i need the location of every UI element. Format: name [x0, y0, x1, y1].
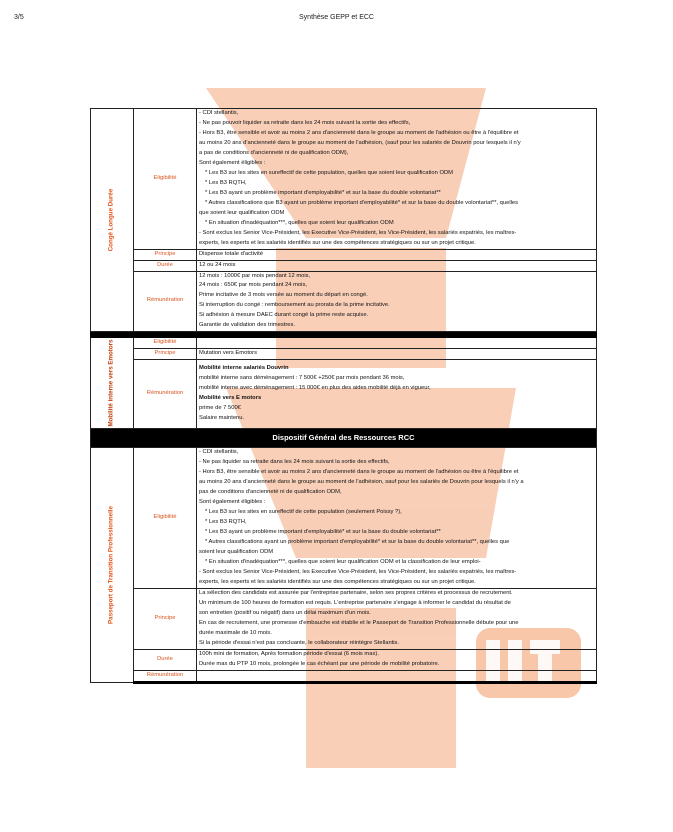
- s3-duration-content: [197, 649, 597, 670]
- text-line: - Hors B3, être sensible et avoir au moins 2 ans d'ancienneté dans le groupe au moment de l'adhésion ou être à l'équilibre et: [199, 469, 519, 476]
- s1-remuneration-row: [91, 271, 597, 332]
- s1-principle-label: Principe: [134, 249, 197, 260]
- text-line: En cas de recrutement, une promesse d'embauche est établie et le Passeport de Transition Professionnelle débute pour une: [199, 619, 519, 626]
- text-line: Sont également éligibles :: [199, 499, 266, 506]
- s1-principle-row: [91, 249, 597, 260]
- text-line: soient leur qualification ODM: [199, 548, 274, 555]
- text-line: mobilité interne avec déménagement : 15 000€ en plus des aides mobilité déjà en vigueur,: [199, 385, 431, 392]
- s2-principle-label: Principe: [134, 349, 197, 360]
- s3-principle-label: Principe: [134, 588, 197, 649]
- s1-eligibility-row: [91, 109, 597, 250]
- s2-principle-row: [91, 349, 597, 360]
- text-line: son entretien (positif ou négatif) dans un délai maximum d'un mois.: [199, 609, 371, 616]
- text-line: Salaire maintenu.: [199, 415, 245, 422]
- s2-eligibility-label: Eligibilité: [134, 338, 197, 349]
- text-line: pas de conditions d'ancienneté ni de qualification ODM,: [199, 489, 342, 496]
- s1-eligibility-content: [197, 109, 597, 250]
- text-line: - CDI stellantis,: [199, 449, 239, 456]
- text-line: * Autres classifications que B3 ayant un problème important d'employabilité* et sur la base du double volontariat**, quelles: [205, 199, 519, 206]
- text-line: Garantie de validation des trimestres.: [199, 322, 296, 329]
- text-line: Prime incitative de 3 mois versée au moment du départ en congé.: [199, 292, 368, 299]
- s3-eligibility-row: [91, 448, 597, 589]
- text-line: * Les B3 RQTH,: [205, 519, 247, 526]
- s2-remuneration-label: Rémunération: [134, 360, 197, 429]
- summary-table: [90, 108, 597, 684]
- text-line: - Hors B3, être sensible et avoir au moins 2 ans d'ancienneté dans le groupe au moment de l'adhésion ou être à l'équilibre et: [199, 129, 519, 136]
- s1-remuneration-content: [197, 271, 597, 332]
- text-line: * Autres classifications ayant un problème important d'employabilité* et sur la base du double volontariat**, quelles que: [205, 538, 510, 545]
- text-line: Mobilité vers E motors: [199, 395, 262, 402]
- text-line: * Les B3 sur les sites en sureffectif de cette population, quelles que soient leur qualification ODM: [205, 169, 454, 176]
- s1-side-cell: [91, 109, 134, 332]
- document-title: Synthèse GEPP et ECC: [299, 14, 374, 21]
- text-line: - Sont exclus les Senior Vice-Président, les Executive Vice-Président, les Vice-Président, les salariés expatriés, les maîtres-: [199, 229, 517, 236]
- text-line: prime de 7 500€: [199, 405, 241, 412]
- s3-principle-row: [91, 588, 597, 649]
- text-line: Si adhésion à mesure DAEC durant congé la prime reste acquise.: [199, 312, 369, 319]
- text-line: - Ne pas liquider sa retraite dans les 24 mois suivant la sortie des effectifs,: [199, 459, 390, 466]
- s3-duration-label: Durée: [134, 649, 197, 670]
- text-line: que soient leur qualification ODM: [199, 209, 285, 216]
- s2-remuneration-row: [91, 360, 597, 429]
- text-line: au moins 20 ans d'ancienneté dans le groupe au moment de l'adhésion, sauf pour les salariés de Douvrin pour lesquels il n'y a: [199, 479, 524, 486]
- s3-remuneration-label: Rémunération: [134, 670, 197, 682]
- s3-principle-content: [197, 588, 597, 649]
- page-number: 3/5: [14, 14, 24, 21]
- text-line: - Ne pas pouvoir liquider sa retraite dans les 24 mois suivant la sortie des effectifs,: [199, 119, 411, 126]
- text-line: Mobilité interne salariés Douvrin: [199, 365, 289, 372]
- text-line: * Les B3 sur les sites en sureffectif de cette population (seulement Poissy ?),: [205, 509, 402, 516]
- s1-duration-content: 12 ou 24 mois: [197, 260, 597, 271]
- text-line: 24 mois : 650€ par mois pendant 24 mois,: [199, 282, 307, 289]
- text-line: * Les B3 RQTH,: [205, 179, 247, 186]
- text-line: * Les B3 ayant un problème important d'employabilité* et sur la base du double volontariat**: [205, 529, 441, 535]
- text-line: 100h mini de formation, Après formation période d'essai (6 mois max).: [199, 650, 379, 657]
- s2-eligibility-row: [91, 338, 597, 349]
- text-line: experts, les experts et les salariés identifiés sur une des compétences stratégiques ou sur un projet critique.: [199, 239, 476, 246]
- text-line: durée maximale de 10 mois.: [199, 629, 272, 636]
- s1-duration-label: Durée: [134, 260, 197, 271]
- section-band: [91, 429, 597, 448]
- s2-principle-content: Mutation vers Emotors: [197, 349, 597, 360]
- s3-eligibility-label: Eligibilité: [134, 448, 197, 589]
- text-line: 12 mois : 1000€ par mois pendant 12 mois,: [199, 272, 311, 279]
- s1-title: Congé Longue Durée: [107, 188, 115, 252]
- text-line: Un minimum de 100 heures de formation est requis. L'entreprise partenaire s'engage à informer le candidat du résultat de: [199, 599, 511, 606]
- text-line: La sélection des candidats est assurée par l'entreprise partenaire, selon ses propres critères et processus de recrutement.: [199, 589, 513, 596]
- text-line: experts, les experts et les salariés identifiés sur une des compétences stratégiques ou sur un projet critique.: [199, 578, 476, 585]
- text-line: Si interruption du congé : remboursement au prorata de la prime incitative.: [199, 302, 390, 309]
- text-line: - CDI stellantis,: [199, 110, 239, 116]
- text-line: Si la période d'essai n'est pas concluante, le collaborateur réintègre Stellantis.: [199, 639, 400, 646]
- text-line: a pas de conditions d'ancienneté ni de qualification ODM),: [199, 149, 349, 156]
- s3-remuneration-content: [197, 670, 597, 682]
- band-title: Dispositif Général des Ressources RCC: [91, 429, 597, 448]
- text-line: * En situation d'inadéquation***, quelles que soient leur qualification ODM et la classification de leur emploi-: [205, 558, 481, 565]
- text-line: * En situation d'inadéquation***, quelles que soient leur qualification ODM: [205, 219, 394, 226]
- s3-remuneration-row: [91, 670, 597, 682]
- s3-side-cell: [91, 448, 134, 682]
- text-line: * Les B3 ayant un problème important d'employabilité* et sur la base du double volontariat**: [205, 189, 441, 196]
- text-line: mobilité interne sans déménagement : 7 500€ +250€ par mois pendant 36 mois,: [199, 375, 405, 382]
- s2-remuneration-content: [197, 360, 597, 429]
- s1-duration-row: [91, 260, 597, 271]
- text-line: Durée max du PTP 10 mois, prolongée le cas échéant par une période de mobilité probatoire.: [199, 660, 440, 667]
- s3-duration-row: [91, 649, 597, 670]
- s1-principle-content: Dispense totale d'activité: [197, 249, 597, 260]
- s2-title: Mobilité interne vers Emotors: [107, 339, 115, 427]
- s2-eligibility-content: [197, 338, 597, 349]
- text-line: Sont également éligibles :: [199, 159, 266, 166]
- s1-eligibility-label: Eligibilité: [134, 109, 197, 250]
- s1-remuneration-label: Rémunération: [134, 271, 197, 332]
- s3-eligibility-content: [197, 448, 597, 589]
- text-line: au moins 20 ans d'ancienneté dans le groupe au moment de l'adhésion, (sauf pour les salariés de Douvrin pour lesquels il n'y: [199, 139, 521, 146]
- text-line: - Sont exclus les Senior Vice-Président, les Executive Vice-Président, les Vice-Président, les salariés expatriés, les maîtres-: [199, 568, 517, 575]
- s2-side-cell: [91, 338, 134, 429]
- s3-title: Passeport de Transition Professionnelle: [107, 505, 115, 624]
